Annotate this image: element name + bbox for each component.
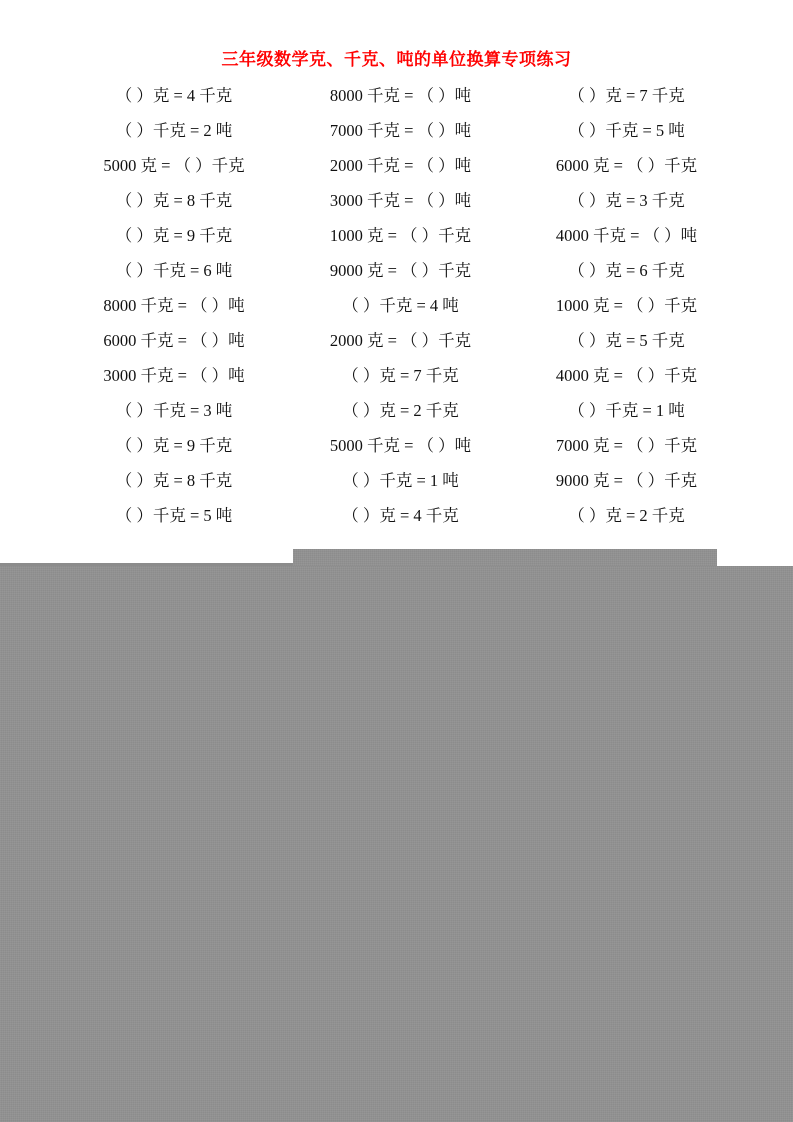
page-title: 三年级数学克、千克、吨的单位换算专项练习 [221,50,572,69]
exercise-item: （ ）克 = 8 千克 [115,191,233,210]
table-row [60,117,740,152]
exercise-item: （ ）千克 = 3 吨 [115,401,233,420]
exercise-item: 8000 千克 = （ ）吨 [329,86,472,105]
exercise-item: 9000 克 = （ ）千克 [329,261,472,280]
table-row [60,257,740,292]
table-row [60,502,740,537]
exercise-item: （ ）克 = 4 千克 [342,506,459,525]
exercise-item: 1000 克 = （ ）千克 [555,296,698,315]
exercise-item: （ ）千克 = 2 吨 [115,121,233,140]
exercise-item: 4000 千克 = （ ）吨 [555,226,698,245]
exercise-item: 5000 克 = （ ）千克 [103,156,245,175]
table-row [60,82,740,117]
table-row [60,222,740,257]
table-row [60,187,740,222]
table-row [60,397,740,432]
exercise-item: （ ）千克 = 1 吨 [342,471,459,490]
exercise-item: 7000 千克 = （ ）吨 [329,121,472,140]
table-row [60,327,740,362]
exercise-item: （ ）克 = 4 千克 [115,86,233,105]
exercise-item: （ ）克 = 9 千克 [115,436,233,455]
exercise-item: （ ）克 = 9 千克 [115,226,233,245]
exercise-item: 1000 克 = （ ）千克 [329,226,472,245]
exercise-item: 5000 千克 = （ ）吨 [329,436,472,455]
exercise-item: 2000 千克 = （ ）吨 [329,156,472,175]
exercise-item: 3000 千克 = （ ）吨 [329,191,472,210]
exercise-item: （ ）千克 = 5 吨 [568,121,685,140]
exercise-item: （ ）克 = 8 千克 [115,471,233,490]
exercise-item: 6000 千克 = （ ）吨 [103,331,245,350]
exercise-item: （ ）千克 = 5 吨 [115,506,233,525]
exercise-item: （ ）克 = 7 千克 [568,86,685,105]
table-row [60,362,740,397]
exercise-item: （ ）克 = 2 千克 [342,401,459,420]
exercise-item: （ ）克 = 3 千克 [568,191,685,210]
exercise-item: （ ）千克 = 1 吨 [568,401,685,420]
exercise-item: 4000 克 = （ ）千克 [555,366,698,385]
exercise-item: 7000 克 = （ ）千克 [555,436,698,455]
exercise-item: （ ）千克 = 4 吨 [342,296,459,315]
exercise-item: 8000 千克 = （ ）吨 [103,296,245,315]
exercise-item: 6000 克 = （ ）千克 [555,156,698,175]
exercise-item: （ ）千克 = 6 吨 [115,261,233,280]
exercise-item: （ ）克 = 7 千克 [342,366,459,385]
exercise-item: （ ）克 = 5 千克 [568,331,685,350]
exercise-item: 9000 克 = （ ）千克 [555,471,698,490]
exercise-item: 2000 克 = （ ）千克 [329,331,472,350]
table-row [60,432,740,467]
exercise-item: （ ）克 = 2 千克 [568,506,685,525]
table-row [60,292,740,327]
exercise-grid [60,82,740,537]
table-row [60,467,740,502]
page-overlay-mask [0,566,793,1122]
table-row [60,152,740,187]
exercise-item: （ ）克 = 6 千克 [568,261,685,280]
exercise-item: 3000 千克 = （ ）吨 [103,366,245,385]
